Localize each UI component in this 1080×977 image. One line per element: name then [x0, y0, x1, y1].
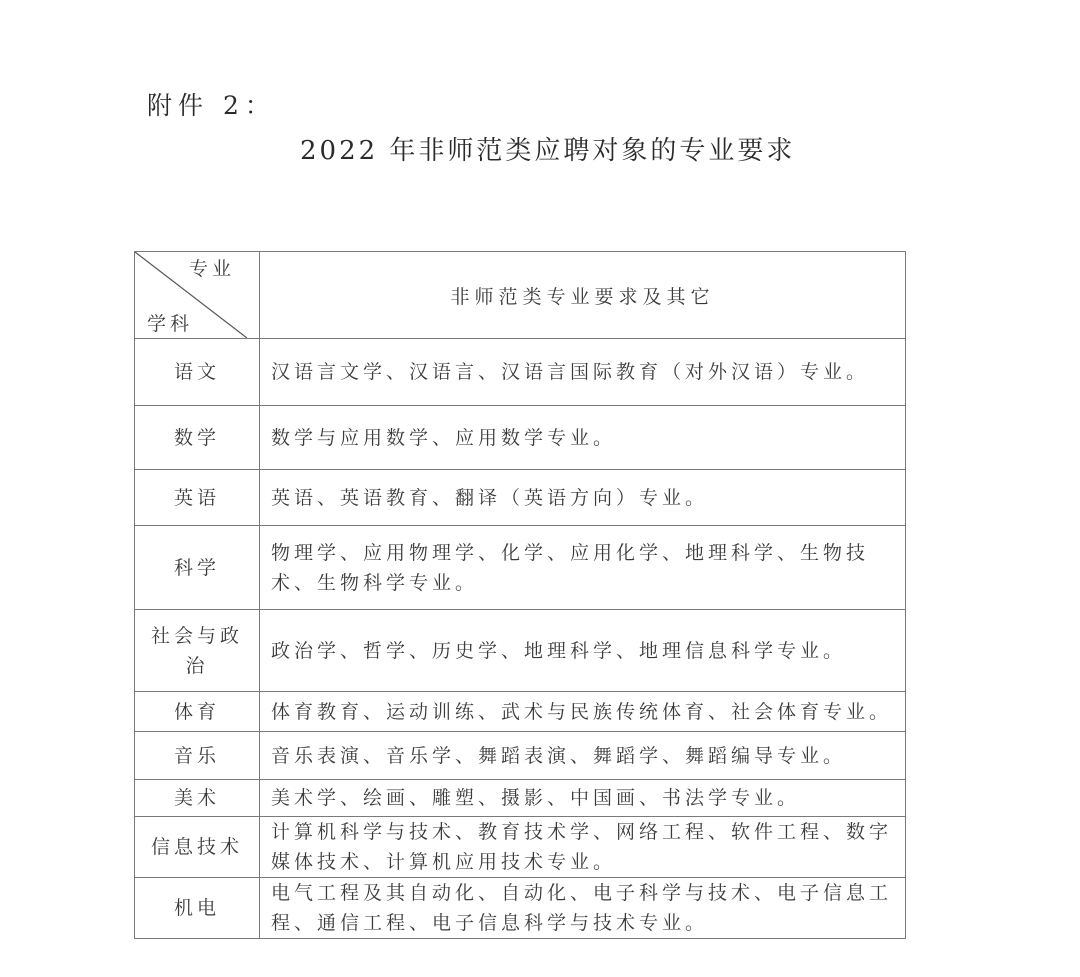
- table-header-row: [135, 252, 906, 339]
- table-row: [135, 732, 906, 780]
- document-title: 2022 年非师范类应聘对象的专业要求: [300, 136, 796, 166]
- subject-cell: 科学: [135, 526, 260, 610]
- requirement-cell: 数学与应用数学、应用数学专业。: [260, 406, 906, 470]
- requirement-cell: 电气工程及其自动化、自动化、电子科学与技术、电子信息工程、通信工程、电子信息科学与技术专业。: [260, 878, 906, 939]
- table-row: [135, 406, 906, 470]
- requirement-cell: 政治学、哲学、历史学、地理科学、地理信息科学专业。: [260, 610, 906, 692]
- table-row: [135, 817, 906, 878]
- attachment-label: 附件 2：: [147, 91, 276, 120]
- subject-cell: 美术: [135, 780, 260, 817]
- header-major-label: 专业: [188, 258, 235, 280]
- header-corner-cell: [135, 252, 260, 339]
- header-subject-label: 学科: [147, 313, 194, 335]
- table-row: [135, 470, 906, 526]
- requirements-table: [134, 251, 906, 939]
- subject-cell: 语文: [135, 339, 260, 406]
- requirement-cell: 计算机科学与技术、教育技术学、网络工程、软件工程、数字媒体技术、计算机应用技术专业。: [260, 817, 906, 878]
- requirement-cell: 物理学、应用物理学、化学、应用化学、地理科学、生物技术、生物科学专业。: [260, 526, 906, 610]
- requirement-cell: 美术学、绘画、雕塑、摄影、中国画、书法学专业。: [260, 780, 906, 817]
- subject-cell: 体育: [135, 692, 260, 732]
- requirement-cell: 英语、英语教育、翻译（英语方向）专业。: [260, 470, 906, 526]
- table-row: [135, 878, 906, 939]
- header-requirements: 非师范类专业要求及其它: [260, 252, 906, 339]
- subject-cell: 社会与政治: [135, 610, 260, 692]
- subject-cell: 信息技术: [135, 817, 260, 878]
- requirement-cell: 音乐表演、音乐学、舞蹈表演、舞蹈学、舞蹈编导专业。: [260, 732, 906, 780]
- subject-cell: 机电: [135, 878, 260, 939]
- table-row: [135, 692, 906, 732]
- table-row: [135, 610, 906, 692]
- table-row: [135, 780, 906, 817]
- subject-cell: 音乐: [135, 732, 260, 780]
- requirement-cell: 体育教育、运动训练、武术与民族传统体育、社会体育专业。: [260, 692, 906, 732]
- subject-cell: 数学: [135, 406, 260, 470]
- requirement-cell: 汉语言文学、汉语言、汉语言国际教育（对外汉语）专业。: [260, 339, 906, 406]
- table-row: [135, 526, 906, 610]
- subject-cell: 英语: [135, 470, 260, 526]
- table-row: [135, 339, 906, 406]
